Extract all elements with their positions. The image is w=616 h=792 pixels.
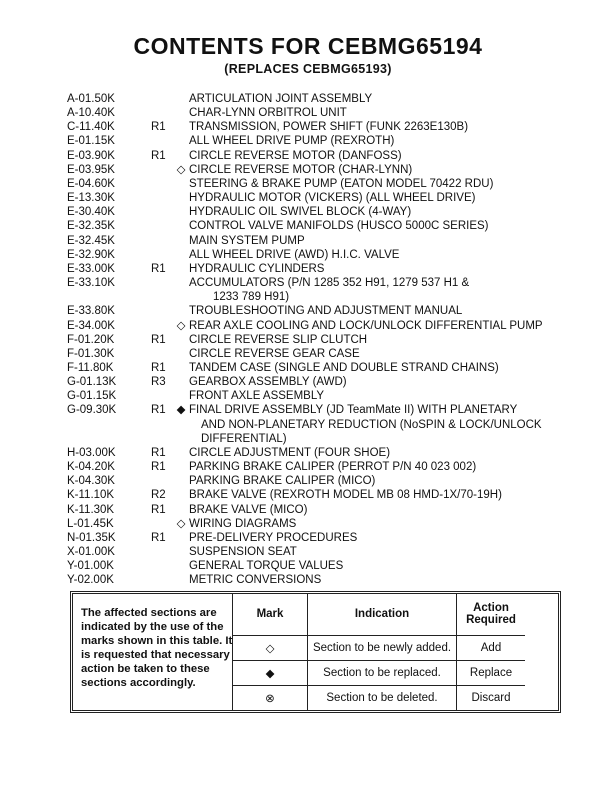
contents-entry [67,177,567,191]
change-mark [173,149,189,163]
section-code: E-32.45K [67,234,115,247]
section-code: E-30.40K [67,206,115,219]
section-code: E-33.00K [67,262,115,275]
contents-entry [67,446,567,460]
change-mark-blank [173,418,189,432]
contents-entry [67,219,567,233]
page-subtitle: (REPLACES CEBMG65193) [224,62,392,76]
revision-label [151,106,173,120]
section-code: E-03.95K [67,163,115,176]
contents-entry [67,333,567,347]
change-mark [173,134,189,148]
legend-indication-add: Section to be newly added. [308,635,457,660]
section-code: E-01.15K [67,135,115,148]
revision-label: R1 [151,446,166,459]
section-description: FINAL DRIVE ASSEMBLY (JD TeamMate II) WITH PLANETARY [189,404,518,417]
change-mark [173,361,189,375]
contents-entry [67,106,567,120]
section-code: K-04.30K [67,475,115,488]
revision-label [151,347,173,361]
section-code: E-32.90K [67,248,115,261]
contents-entry [67,375,567,389]
change-mark [173,333,189,347]
legend-row-add [233,635,526,660]
change-mark [173,219,189,233]
section-description: PRE-DELIVERY PROCEDURES [189,531,358,544]
section-description: PARKING BRAKE CALIPER (PERROT P/N 40 023 002) [189,461,477,474]
section-description: 1233 789 H91) [213,291,290,304]
contents-entry [67,474,567,488]
revision-label [151,276,173,290]
revision-label [151,163,173,177]
section-code: C-11.40K [67,121,115,134]
contents-entry [67,276,567,290]
change-mark: ◇ [176,517,186,530]
section-code: H-03.00K [67,446,116,459]
legend-mark-replace: ◆ [233,660,308,685]
change-mark [173,446,189,460]
revision-label [151,92,173,106]
legend-header-row [233,594,526,635]
change-mark [173,304,189,318]
contents-entry [67,559,567,573]
revision-label: R1 [151,404,166,417]
section-code: G-01.13K [67,376,117,389]
contents-entry-continuation [67,290,567,304]
contents-entry [67,163,567,177]
contents-entry [67,262,567,276]
change-mark [173,488,189,502]
contents-entry [67,403,567,417]
change-mark [173,503,189,517]
change-mark [173,389,189,403]
section-code-blank [67,432,151,446]
section-code: X-01.00K [67,546,115,558]
change-mark [173,106,189,120]
revision-label: R1 [151,531,166,544]
legend-header-action: Action Required [457,594,526,635]
legend-note: The affected sections are indicated by the use of the marks shown in this table. It is requested that necessary action be taken to these sections accordingly. [81,607,233,689]
change-mark-blank [173,432,189,446]
revision-label: R1 [151,262,166,275]
section-code: A-10.40K [67,107,115,120]
section-code: E-13.30K [67,192,115,205]
section-description: ALL WHEEL DRIVE (AWD) H.I.C. VALVE [189,248,400,261]
contents-entry-continuation [67,432,567,446]
change-mark [173,177,189,191]
change-mark: ◆ [176,404,186,417]
change-mark [173,375,189,389]
contents-entry [67,545,567,559]
contents-entry [67,531,567,545]
section-code: E-34.00K [67,319,115,332]
section-description: PARKING BRAKE CALIPER (MICO) [189,475,376,488]
contents-entry [67,488,567,502]
change-mark [173,545,189,559]
contents-list [67,92,567,587]
section-description: HYDRAULIC MOTOR (VICKERS) (ALL WHEEL DRIVE) [189,192,476,205]
change-mark-blank [173,290,189,304]
revision-label-blank [151,290,173,304]
section-code: A-01.50K [67,93,115,105]
revision-label [151,545,173,559]
section-description: CHAR-LYNN ORBITROL UNIT [189,107,347,120]
contents-entry-continuation [67,418,567,432]
legend-indication-replace: Section to be replaced. [308,660,457,685]
revision-label [151,517,173,531]
section-code: E-03.90K [67,149,115,162]
section-description: TANDEM CASE (SINGLE AND DOUBLE STRAND CHAINS) [189,361,499,374]
section-description: STEERING & BRAKE PUMP (EATON MODEL 70422 RDU) [189,177,494,190]
section-code: L-01.45K [67,517,114,530]
legend-indication-discard: Section to be deleted. [308,686,457,710]
change-mark [173,262,189,276]
revision-label-blank [151,418,173,432]
revision-label [151,134,173,148]
revision-label [151,389,173,403]
section-description: AND NON-PLANETARY REDUCTION (NoSPIN & LOCK/UNLOCK [201,418,542,431]
section-description: CIRCLE REVERSE MOTOR (DANFOSS) [189,149,402,162]
contents-entry [67,503,567,517]
revision-label [151,191,173,205]
legend-table [232,594,525,710]
section-description: METRIC CONVERSIONS [189,574,322,587]
legend-mark-add: ◇ [233,635,308,660]
section-description: DIFFERENTIAL) [201,432,287,445]
section-code: K-11.30K [67,503,115,516]
page-title: CONTENTS FOR CEBMG65194 [133,33,483,59]
change-mark [173,248,189,262]
legend-mark-discard: ⊗ [233,686,308,710]
change-mark [173,92,189,106]
section-description: CONTROL VALVE MANIFOLDS (HUSCO 5000C SERIES) [189,220,489,233]
revision-label [151,319,173,333]
section-code: K-04.20K [67,461,115,474]
contents-entry [67,460,567,474]
change-mark [173,573,189,587]
section-code: G-01.15K [67,390,117,403]
contents-entry [67,573,567,587]
contents-entry [67,149,567,163]
section-description: WIRING DIAGRAMS [189,517,297,530]
revision-label: R1 [151,333,166,346]
revision-label [151,205,173,219]
section-description: FRONT AXLE ASSEMBLY [189,390,325,403]
contents-entry [67,319,567,333]
revision-label: R1 [151,149,166,162]
change-mark: ◇ [176,163,186,176]
section-description: ACCUMULATORS (P/N 1285 352 H91, 1279 537 H1 & [189,277,470,290]
change-mark [173,559,189,573]
section-code: N-01.35K [67,531,116,544]
legend-header-mark: Mark [233,594,308,635]
contents-entry [67,389,567,403]
legend-row-discard [233,686,526,710]
section-code: F-01.20K [67,333,115,346]
section-code: G-09.30K [67,404,117,417]
contents-entry [67,517,567,531]
section-code: E-33.10K [67,277,115,290]
change-mark [173,347,189,361]
legend-row-replace [233,660,526,685]
revision-label: R1 [151,503,166,516]
revision-label: R2 [151,489,166,502]
revision-label: R1 [151,361,166,374]
legend-action-replace: Replace [457,660,526,685]
section-description: CIRCLE ADJUSTMENT (FOUR SHOE) [189,446,391,459]
legend-header-indication: Indication [308,594,457,635]
section-description: HYDRAULIC OIL SWIVEL BLOCK (4-WAY) [189,206,412,219]
change-mark [173,191,189,205]
change-mark: ◇ [176,319,186,332]
revision-label-blank [151,432,173,446]
section-description: CIRCLE REVERSE MOTOR (CHAR-LYNN) [189,163,413,176]
section-description: ALL WHEEL DRIVE PUMP (REXROTH) [189,135,395,148]
revision-label [151,248,173,262]
section-code: K-11.10K [67,489,115,502]
section-description: CIRCLE REVERSE GEAR CASE [189,347,360,360]
section-code-blank [67,290,151,304]
legend-action-add: Add [457,635,526,660]
section-code: E-32.35K [67,220,115,233]
section-code: F-11.80K [67,361,114,374]
section-description: BRAKE VALVE (REXROTH MODEL MB 08 HMD-1X/70-19H) [189,489,502,502]
section-description: BRAKE VALVE (MICO) [189,503,308,516]
change-mark [173,120,189,134]
section-code-blank [67,418,151,432]
revision-label [151,559,173,573]
section-code: F-01.30K [67,347,115,360]
revision-label [151,474,173,488]
contents-entry [67,205,567,219]
section-description: SUSPENSION SEAT [189,546,297,558]
section-description: CIRCLE REVERSE SLIP CLUTCH [189,333,368,346]
change-mark [173,474,189,488]
contents-entry [67,92,567,106]
contents-entry [67,248,567,262]
contents-entry [67,191,567,205]
section-description: TROUBLESHOOTING AND ADJUSTMENT MANUAL [189,305,463,318]
revision-label [151,234,173,248]
change-mark [173,460,189,474]
change-mark [173,234,189,248]
revision-label: R1 [151,461,166,474]
section-description: REAR AXLE COOLING AND LOCK/UNLOCK DIFFERENTIAL PUMP [189,319,543,332]
section-code: Y-01.00K [67,560,114,573]
contents-entry [67,134,567,148]
section-description: ARTICULATION JOINT ASSEMBLY [189,93,373,105]
legend-box [70,591,561,713]
section-code: E-04.60K [67,177,115,190]
legend-action-discard: Discard [457,686,526,710]
contents-entry [67,347,567,361]
contents-entry [67,361,567,375]
section-description: HYDRAULIC CYLINDERS [189,262,325,275]
revision-label [151,304,173,318]
section-description: GENERAL TORQUE VALUES [189,560,344,573]
section-code: E-33.80K [67,305,115,318]
section-description: GEARBOX ASSEMBLY (AWD) [189,376,347,389]
revision-label [151,177,173,191]
revision-label: R1 [151,121,166,134]
contents-entry [67,304,567,318]
revision-label [151,573,173,587]
section-code: Y-02.00K [67,574,114,587]
contents-entry [67,234,567,248]
change-mark [173,205,189,219]
contents-entry [67,120,567,134]
change-mark [173,531,189,545]
section-description: MAIN SYSTEM PUMP [189,234,305,247]
change-mark [173,276,189,290]
revision-label: R3 [151,376,166,389]
revision-label [151,219,173,233]
section-description: TRANSMISSION, POWER SHIFT (FUNK 2263E130B) [189,121,469,134]
